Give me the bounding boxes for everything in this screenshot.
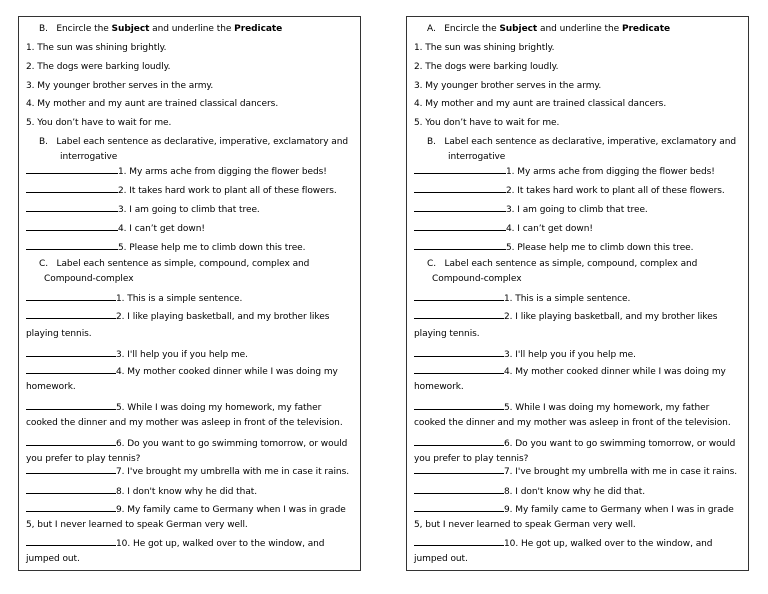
answer-blank[interactable] (26, 292, 116, 301)
sentence-text: 1. My arms ache from digging the flower beds! (118, 167, 327, 177)
section-heading-sentence-structure (39, 259, 309, 270)
answer-blank[interactable] (26, 184, 118, 193)
labeled-sentence-item (26, 537, 324, 550)
sentence-text: 1. This is a simple sentence. (116, 294, 243, 304)
section-heading-subject-predicate (39, 24, 282, 35)
labeled-sentence-item (26, 203, 260, 216)
labeled-sentence-item (26, 241, 305, 254)
sentence-text: 6. Do you want to go swimming tomorrow, or would (116, 439, 348, 449)
labeled-sentence-item (26, 365, 338, 378)
answer-blank[interactable] (414, 241, 506, 250)
sentence-item: 4. My mother and my aunt are trained classical dancers. (414, 99, 667, 109)
labeled-sentence-item (26, 485, 257, 498)
heading-text: and underline the (537, 24, 622, 34)
sentence-text: 4. My mother cooked dinner while I was doing my (116, 367, 338, 377)
sentence-item: 1. The sun was shining brightly. (26, 43, 167, 53)
section-letter: B. (39, 137, 48, 147)
sentence-text: 6. Do you want to go swimming tomorrow, or would (504, 439, 736, 449)
section-heading-sentence-type (427, 137, 736, 148)
section-letter: B. (39, 24, 48, 34)
heading-text: and underline the (149, 24, 235, 34)
labeled-sentence-item (414, 437, 735, 450)
labeled-sentence-item (26, 437, 347, 450)
heading-text: Encircle the (444, 24, 500, 34)
sentence-text: 5. While I was doing my homework, my father (504, 403, 710, 413)
answer-blank[interactable] (414, 184, 506, 193)
section-heading-continued: interrogative (448, 152, 506, 162)
sentence-continuation: cooked the dinner and my mother was asleep in front of the television. (26, 418, 343, 428)
heading-subject-word: Subject (111, 24, 150, 34)
answer-blank[interactable] (26, 165, 118, 174)
answer-blank[interactable] (26, 485, 116, 494)
labeled-sentence-item (26, 465, 349, 478)
labeled-sentence-item (414, 165, 715, 178)
sentence-item: 3. My younger brother serves in the army. (26, 81, 214, 91)
sentence-continuation: homework. (414, 382, 464, 392)
section-letter: C. (39, 259, 49, 269)
sentence-text: 4. I can’t get down! (118, 224, 205, 234)
section-heading-continued: Compound-complex (44, 274, 134, 284)
worksheet-left (18, 16, 361, 571)
heading-subject-word: Subject (499, 24, 538, 34)
sentence-text: 2. It takes hard work to plant all of these flowers. (118, 186, 337, 196)
heading-text: Label each sentence as declarative, imperative, exclamatory and (444, 137, 737, 147)
labeled-sentence-item (414, 292, 630, 305)
labeled-sentence-item (26, 310, 329, 323)
sentence-text: 5. While I was doing my homework, my father (116, 403, 322, 413)
labeled-sentence-item (414, 537, 712, 550)
worksheet-right (406, 16, 749, 571)
section-heading-continued: Compound-complex (432, 274, 522, 284)
answer-blank[interactable] (414, 485, 504, 494)
sentence-text: 3. I'll help you if you help me. (504, 350, 636, 360)
heading-text: Encircle the (56, 24, 112, 34)
labeled-sentence-item (414, 241, 693, 254)
answer-blank[interactable] (26, 503, 116, 512)
answer-blank[interactable] (26, 537, 116, 546)
sentence-text: 4. I can’t get down! (506, 224, 593, 234)
sentence-text: 7. I've brought my umbrella with me in case it rains. (116, 467, 350, 477)
sentence-continuation: cooked the dinner and my mother was asleep in front of the television. (414, 418, 731, 428)
sentence-continuation: you prefer to play tennis? (26, 454, 141, 464)
sentence-continuation: you prefer to play tennis? (414, 454, 529, 464)
labeled-sentence-item (414, 485, 645, 498)
answer-blank[interactable] (414, 537, 504, 546)
sentence-text: 1. My arms ache from digging the flower beds! (506, 167, 715, 177)
answer-blank[interactable] (414, 437, 504, 446)
heading-text: Label each sentence as simple, compound, complex and (444, 259, 698, 269)
labeled-sentence-item (414, 503, 734, 516)
labeled-sentence-item (26, 503, 346, 516)
section-letter: C. (427, 259, 437, 269)
sentence-text: 2. It takes hard work to plant all of these flowers. (506, 186, 725, 196)
labeled-sentence-item (414, 184, 725, 197)
sentence-continuation: jumped out. (26, 554, 80, 564)
answer-blank[interactable] (414, 503, 504, 512)
labeled-sentence-item (414, 401, 709, 414)
sentence-text: 5. Please help me to climb down this tree. (118, 243, 306, 253)
sentence-continuation: jumped out. (414, 554, 468, 564)
sentence-text: 1. This is a simple sentence. (504, 294, 631, 304)
labeled-sentence-item (26, 165, 327, 178)
sentence-continuation: 5, but I never learned to speak German very well. (414, 520, 636, 530)
sentence-text: 3. I'll help you if you help me. (116, 350, 248, 360)
answer-blank[interactable] (414, 401, 504, 410)
sentence-text: 10. He got up, walked over to the window, and (116, 539, 325, 549)
sentence-text: 10. He got up, walked over to the window, and (504, 539, 713, 549)
answer-blank[interactable] (26, 437, 116, 446)
section-heading-sentence-structure (427, 259, 697, 270)
answer-blank[interactable] (414, 348, 504, 357)
answer-blank[interactable] (26, 365, 116, 374)
answer-blank[interactable] (414, 465, 504, 474)
sentence-text: 3. I am going to climb that tree. (506, 205, 648, 215)
sentence-item: 5. You don’t have to wait for me. (414, 118, 560, 128)
sentence-continuation: playing tennis. (26, 329, 92, 339)
answer-blank[interactable] (414, 365, 504, 374)
sentence-text: 2. I like playing basketball, and my brother likes (504, 312, 718, 322)
answer-blank[interactable] (26, 310, 116, 319)
answer-blank[interactable] (414, 310, 504, 319)
section-heading-subject-predicate (427, 24, 670, 35)
sentence-text: 8. I don't know why he did that. (504, 487, 646, 497)
heading-text: Label each sentence as declarative, imperative, exclamatory and (56, 137, 349, 147)
sentence-text: 4. My mother cooked dinner while I was doing my (504, 367, 726, 377)
sentence-text: 7. I've brought my umbrella with me in case it rains. (504, 467, 738, 477)
sentence-continuation: playing tennis. (414, 329, 480, 339)
labeled-sentence-item (414, 203, 648, 216)
section-heading-continued: interrogative (60, 152, 118, 162)
labeled-sentence-item (414, 365, 726, 378)
sentence-text: 5. Please help me to climb down this tree. (506, 243, 694, 253)
section-letter: B. (427, 137, 436, 147)
answer-blank[interactable] (26, 222, 118, 231)
section-heading-sentence-type (39, 137, 348, 148)
sentence-item: 5. You don’t have to wait for me. (26, 118, 172, 128)
sentence-item: 2. The dogs were barking loudly. (414, 62, 559, 72)
answer-blank[interactable] (414, 292, 504, 301)
sentence-continuation: homework. (26, 382, 76, 392)
answer-blank[interactable] (414, 165, 506, 174)
answer-blank[interactable] (26, 241, 118, 250)
heading-text: Label each sentence as simple, compound, complex and (56, 259, 310, 269)
labeled-sentence-item (414, 348, 636, 361)
sentence-text: 8. I don't know why he did that. (116, 487, 258, 497)
labeled-sentence-item (26, 348, 248, 361)
sentence-item: 1. The sun was shining brightly. (414, 43, 555, 53)
section-letter: A. (427, 24, 436, 34)
answer-blank[interactable] (414, 222, 506, 231)
sentence-item: 4. My mother and my aunt are trained classical dancers. (26, 99, 279, 109)
answer-blank[interactable] (26, 465, 116, 474)
answer-blank[interactable] (26, 401, 116, 410)
labeled-sentence-item (26, 292, 242, 305)
sentence-text: 9. My family came to Germany when I was in grade (504, 505, 734, 515)
sentence-text: 3. I am going to climb that tree. (118, 205, 260, 215)
labeled-sentence-item (414, 222, 593, 235)
answer-blank[interactable] (26, 203, 118, 212)
sentence-text: 2. I like playing basketball, and my brother likes (116, 312, 330, 322)
heading-predicate-word: Predicate (234, 24, 283, 34)
answer-blank[interactable] (26, 348, 116, 357)
sentence-item: 3. My younger brother serves in the army. (414, 81, 602, 91)
labeled-sentence-item (414, 465, 737, 478)
heading-predicate-word: Predicate (621, 24, 671, 34)
sentence-text: 9. My family came to Germany when I was in grade (116, 505, 346, 515)
sentence-continuation: 5, but I never learned to speak German very well. (26, 520, 248, 530)
labeled-sentence-item (26, 222, 205, 235)
labeled-sentence-item (414, 310, 717, 323)
sentence-item: 2. The dogs were barking loudly. (26, 62, 171, 72)
labeled-sentence-item (26, 401, 321, 414)
labeled-sentence-item (26, 184, 337, 197)
answer-blank[interactable] (414, 203, 506, 212)
